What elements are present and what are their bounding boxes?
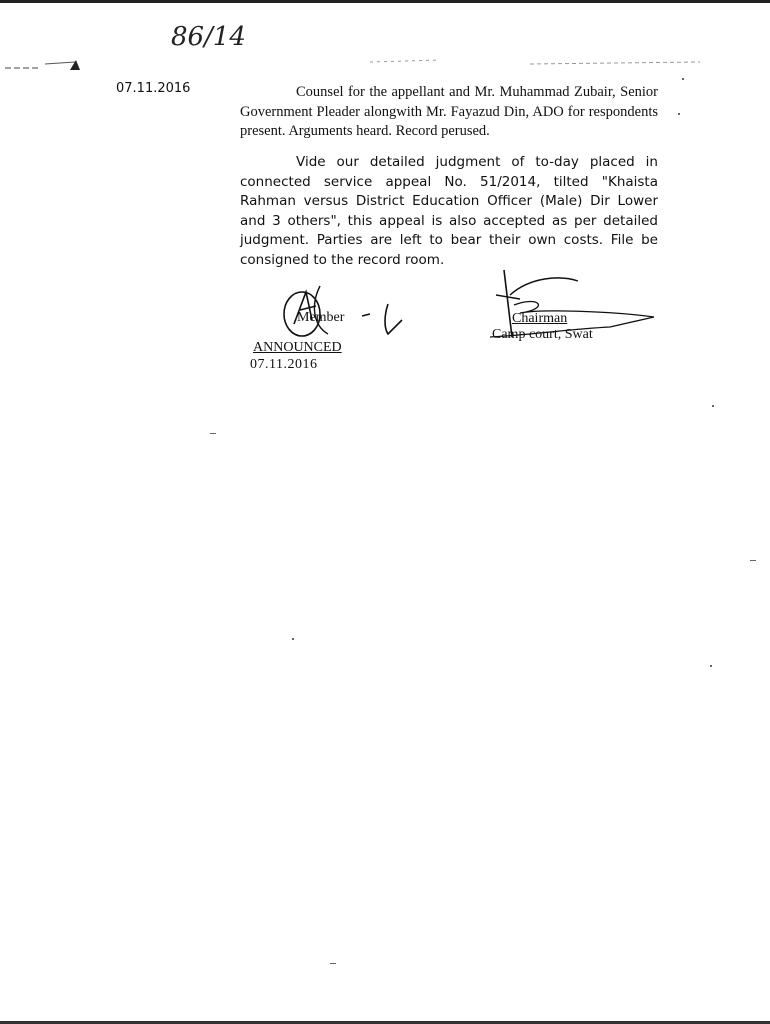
paragraph-2-text: Vide our detailed judgment of to-day placed in connected service appeal No. 51/2014, tilted "Khaista Rahman versus District Education Officer (Male) Dir Lower and 3 others", this appeal is also accepted as per detailed judgment. Parties are left to bear their own costs. File be consigned to the record room. xyxy=(240,154,658,268)
paragraph-1-text: Counsel for the appellant and Mr. Muhammad Zubair, Senior Government Pleader alongwith Mr. Fayazud Din, ADO for respondents present. Arguments heard. Record perused. xyxy=(240,84,658,139)
member-label: Member xyxy=(297,310,345,325)
scan-artifacts xyxy=(0,0,770,80)
announced-label: ANNOUNCED xyxy=(253,340,342,355)
scan-speck xyxy=(330,963,336,964)
order-date: 07.11.2016 xyxy=(116,81,191,96)
page-number-handwritten: 86/14 xyxy=(171,22,246,52)
announced-date: 07.11.2016 xyxy=(250,357,318,372)
scan-speck xyxy=(682,78,684,80)
scan-speck xyxy=(678,113,680,115)
scan-speck xyxy=(292,638,294,640)
chairman-label: Chairman xyxy=(512,311,568,326)
scan-speck xyxy=(750,560,756,561)
scan-speck xyxy=(712,405,714,407)
camp-court-label: Camp court, Swat xyxy=(492,327,593,342)
scan-speck xyxy=(210,433,216,434)
order-paragraph-1 xyxy=(240,83,658,142)
order-paragraph-2 xyxy=(240,153,658,270)
scan-speck xyxy=(710,665,712,667)
